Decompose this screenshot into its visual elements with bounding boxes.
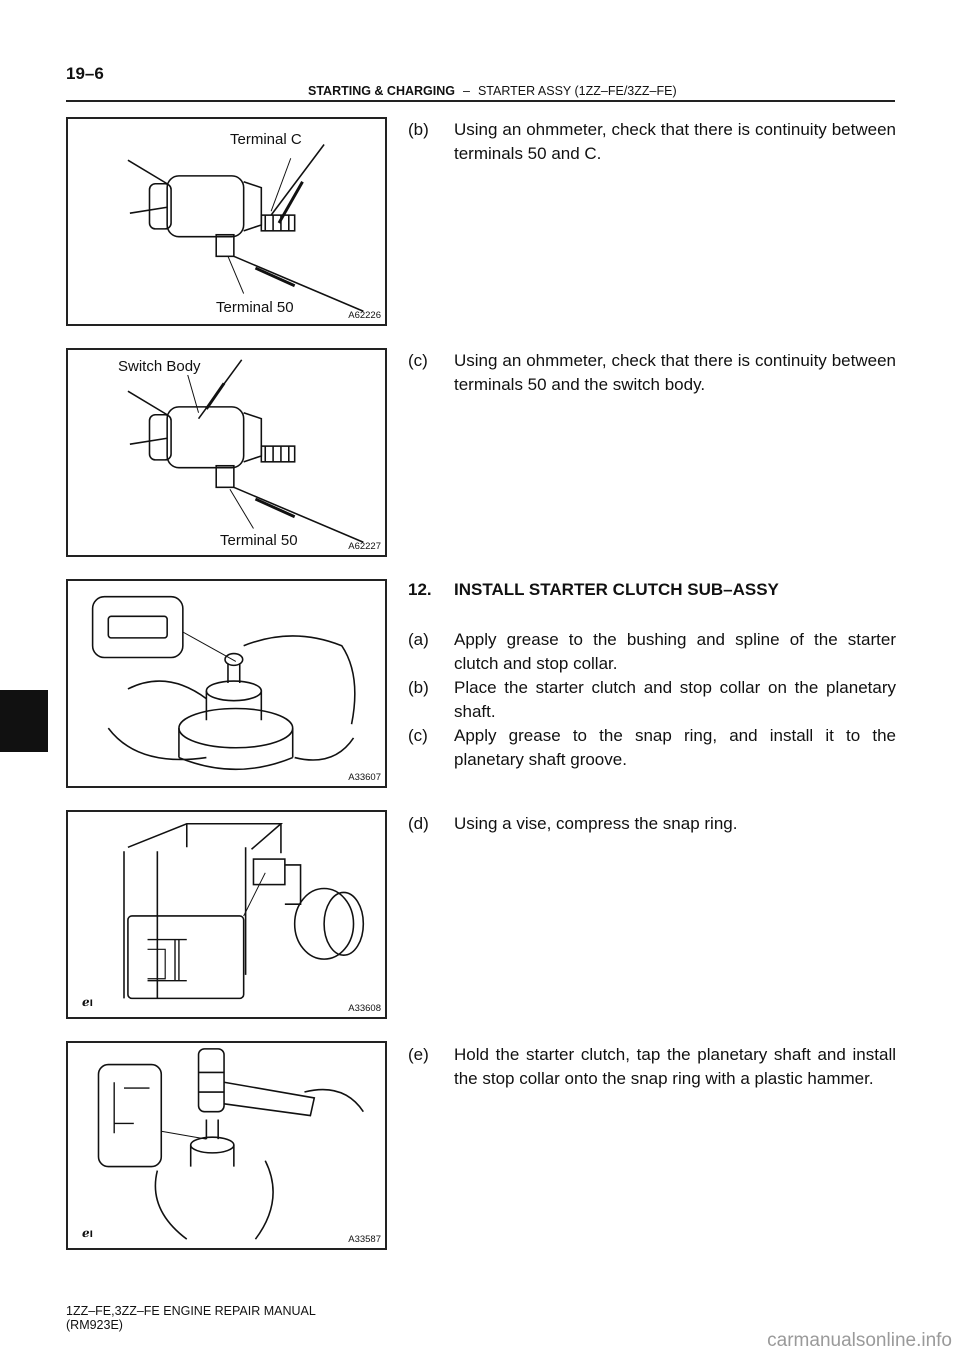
hammer-illustration: [68, 1043, 385, 1248]
solenoid-illustration-2: [68, 350, 385, 555]
header-title: [308, 84, 677, 98]
step-label: (a): [408, 630, 429, 649]
step-label: (b): [408, 120, 429, 139]
section-heading-12: [408, 580, 779, 600]
step-label: (c): [408, 351, 428, 370]
section-title: STARTING & CHARGING: [308, 84, 455, 98]
step-label: (c): [408, 726, 428, 745]
page-number: 19–6: [66, 64, 104, 83]
step-text: Using an ohmmeter, check that there is continuity between terminals 50 and C.: [454, 120, 896, 163]
switch-body-label: Switch Body: [118, 358, 201, 375]
solenoid-illustration-1: [68, 119, 385, 324]
step-text: Using an ohmmeter, check that there is continuity between terminals 50 and the switch body.: [454, 351, 896, 394]
heading-number: 12.: [408, 580, 432, 599]
figure-terminal-c-continuity: [66, 117, 387, 326]
step-text: Apply grease to the snap ring, and install it to the planetary shaft groove.: [454, 726, 896, 769]
starter-clutch-illustration: [68, 581, 385, 786]
footer-manual-code: (RM923E): [66, 1318, 123, 1332]
watermark: carmanualsonline.info: [767, 1330, 952, 1351]
figure-code: A33608: [348, 1003, 381, 1014]
vise-illustration: [68, 812, 385, 1017]
step-a-apply-grease: [408, 628, 896, 676]
step-d-vise: [408, 812, 896, 836]
header-rule: [66, 100, 895, 102]
figure-code: A33587: [348, 1234, 381, 1245]
figure-code: A33607: [348, 772, 381, 783]
step-c-switch-body: [408, 349, 896, 397]
figure-code: A62226: [348, 310, 381, 321]
footer: [66, 1304, 316, 1332]
terminal-50-label: Terminal 50: [220, 532, 298, 549]
terminal-50-label: Terminal 50: [216, 299, 294, 316]
figure-plastic-hammer: [66, 1041, 387, 1250]
step-label: (b): [408, 678, 429, 697]
step-b-place-clutch: [408, 676, 896, 724]
subsection-title: STARTER ASSY (1ZZ–FE/3ZZ–FE): [477, 84, 677, 98]
step-text: Hold the starter clutch, tap the planetary shaft and install the stop collar onto the snap ring with a plastic hammer.: [454, 1045, 896, 1088]
step-b-terminal-c: [408, 118, 896, 166]
step-c-snap-ring: [408, 724, 896, 772]
figure-code: A62227: [348, 541, 381, 552]
step-text: Place the starter clutch and stop collar on the planetary shaft.: [454, 678, 896, 721]
step-text: Apply grease to the bushing and spline of the starter clutch and stop collar.: [454, 630, 896, 673]
step-e-hammer: [408, 1043, 896, 1091]
footer-manual-title: 1ZZ–FE,3ZZ–FE ENGINE REPAIR MANUAL: [66, 1304, 316, 1318]
step-text: Using a vise, compress the snap ring.: [454, 814, 738, 833]
terminal-c-label: Terminal C: [230, 131, 302, 148]
section-side-tab: [0, 690, 48, 752]
heading-title: INSTALL STARTER CLUTCH SUB–ASSY: [454, 580, 779, 599]
stamp-mark: ℯı: [82, 1226, 93, 1240]
header-separator: –: [463, 84, 470, 98]
figure-switch-body-continuity: [66, 348, 387, 557]
figure-apply-grease: [66, 579, 387, 788]
step-label: (d): [408, 814, 429, 833]
figure-vise-compress: [66, 810, 387, 1019]
step-label: (e): [408, 1045, 429, 1064]
stamp-mark: ℯı: [82, 995, 93, 1009]
